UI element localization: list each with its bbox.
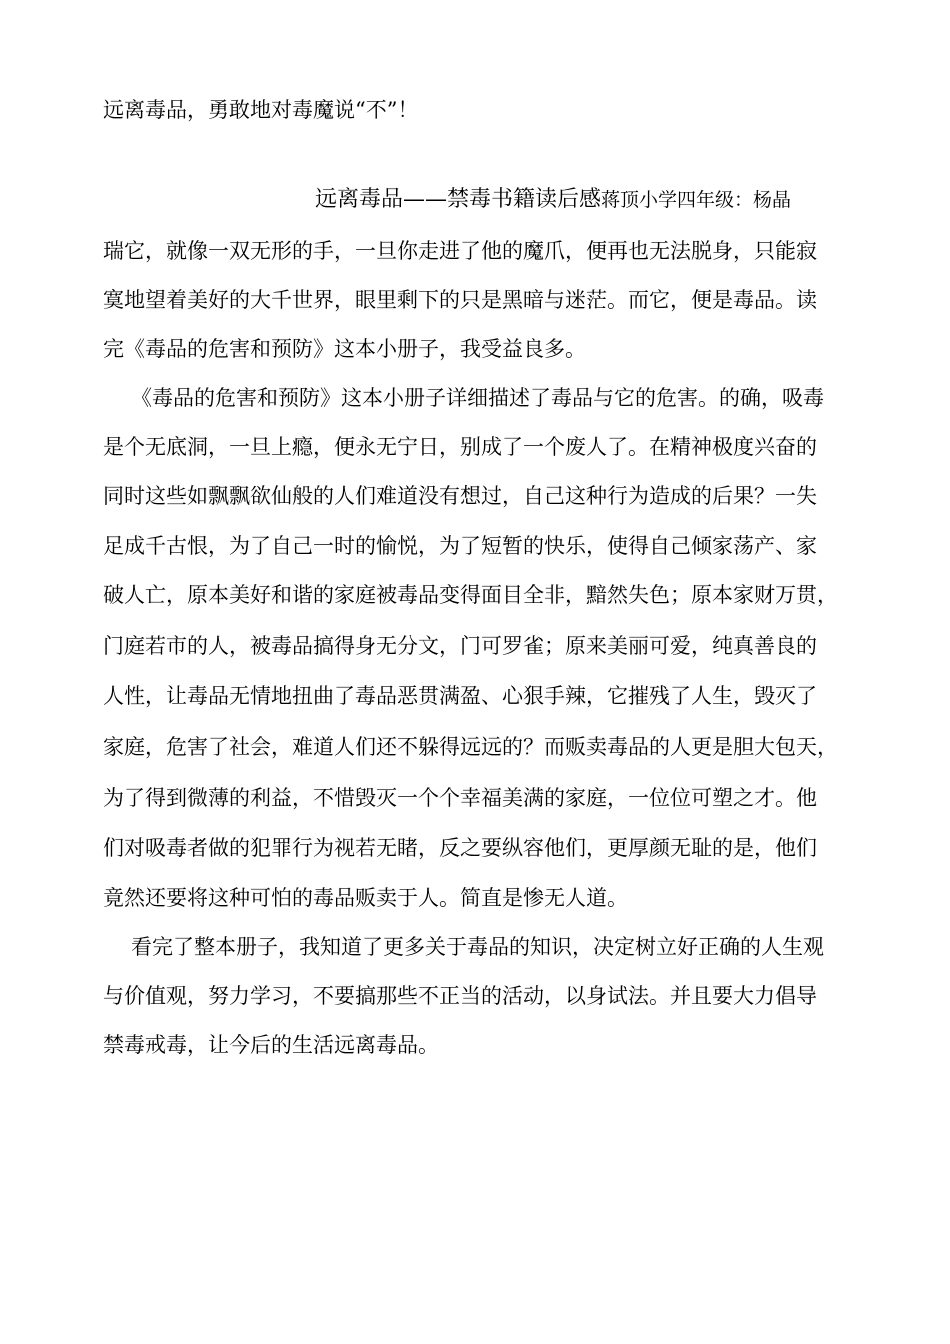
body-line: 与价值观，努力学习，不要搞那些不正当的活动，以身试法。并且要大力倡导 <box>103 984 817 1008</box>
body-line: 竟然还要将这种可怕的毒品贩卖于人。简直是惨无人道。 <box>103 886 628 910</box>
body-line: 同时这些如飘飘欲仙般的人们难道没有想过，自己这种行为造成的后果？一失 <box>103 484 817 508</box>
body-line: 完《毒品的危害和预防》这本小册子，我受益良多。 <box>103 337 586 361</box>
paragraph-start-line: 《毒品的危害和预防》这本小册子详细描述了毒品与它的危害。的确，吸毒 <box>131 386 824 410</box>
body-line: 门庭若市的人，被毒品搞得身无分文，门可罗雀；原来美丽可爱，纯真善良的 <box>103 634 817 658</box>
author-line: 蒋顶小学四年级：杨晶 <box>601 189 792 211</box>
top-line: 远离毒品，勇敢地对毒魔说“不”！ <box>103 98 419 122</box>
body-line: 人性，让毒品无情地扭曲了毒品恶贯满盈、心狠手辣，它摧残了人生，毁灭了 <box>103 684 817 708</box>
body-line: 禁毒戒毒，让今后的生活远离毒品。 <box>103 1033 439 1057</box>
body-line: 家庭，危害了社会，难道人们还不躲得远远的？而贩卖毒品的人更是胆大包天， <box>103 735 838 759</box>
paragraph-start-line: 看完了整本册子，我知道了更多关于毒品的知识，决定树立好正确的人生观 <box>131 935 824 959</box>
body-line: 足成千古恨，为了自己一时的愉悦，为了短暂的快乐，使得自己倾家荡产、家 <box>103 534 817 558</box>
body-line: 瑞它，就像一双无形的手，一旦你走进了他的魔爪，便再也无法脱身，只能寂 <box>103 239 817 263</box>
essay-title: 远离毒品——禁毒书籍读后感 <box>315 187 602 212</box>
body-line: 是个无底洞，一旦上瘾，便永无宁日，别成了一个废人了。在精神极度兴奋的 <box>103 435 817 459</box>
body-line: 寞地望着美好的大千世界，眼里剩下的只是黑暗与迷茫。而它，便是毒品。读 <box>103 288 817 312</box>
body-line: 破人亡，原本美好和谐的家庭被毒品变得面目全非，黯然失色；原本家财万贯， <box>103 583 838 607</box>
body-line: 们对吸毒者做的犯罪行为视若无睹，反之要纵容他们，更厚颜无耻的是，他们 <box>103 836 817 860</box>
title-line <box>315 187 791 214</box>
body-line: 为了得到微薄的利益，不惜毁灭一个个幸福美满的家庭，一位位可塑之才。他 <box>103 786 817 810</box>
